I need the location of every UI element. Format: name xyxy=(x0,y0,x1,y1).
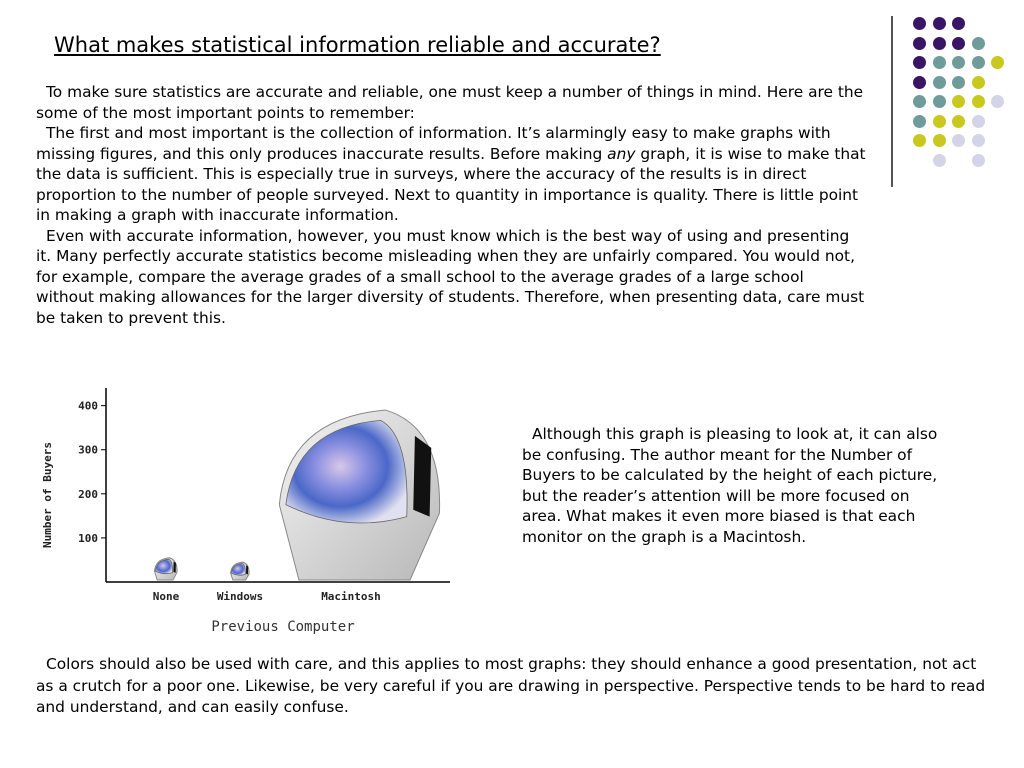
y-tick-label: 200 xyxy=(78,487,98,501)
decorative-dot xyxy=(933,76,946,89)
decorative-dot xyxy=(991,95,1004,108)
category-label-windows: Windows xyxy=(216,590,264,603)
decorative-dot xyxy=(952,95,965,108)
intro-paragraph-3: Even with accurate information, however, you must know which is the best way of using and presenting it. Many perfectly accurate statistics become misleading when they are unfairly compared. You would not, for example, compare the average grades of a small school to the average grades of a large school without making allowances for the larger diversity of students. Therefore, when presenting data, care must be taken to prevent this. xyxy=(36,226,865,327)
decorative-dot xyxy=(913,134,926,147)
decorative-dot xyxy=(913,76,926,89)
decorative-dot xyxy=(933,95,946,108)
decorative-dot xyxy=(952,17,965,30)
bar-windows xyxy=(231,562,249,580)
decorative-dot xyxy=(933,154,946,167)
monitor-side-panel xyxy=(173,561,176,572)
monitor-side-panel xyxy=(246,565,248,574)
slide-title: What makes statistical information reliable and accurate? xyxy=(54,33,661,57)
intro-paragraph-1: To make sure statistics are accurate and reliable, one must keep a number of things in mind. Here are the some of the most important points to remember: xyxy=(36,83,864,122)
decorative-dot xyxy=(952,76,965,89)
decorative-dot xyxy=(972,56,985,69)
chart-commentary xyxy=(522,424,952,547)
y-tick-label: 300 xyxy=(78,443,98,457)
decorative-dot xyxy=(913,115,926,128)
decorative-dot xyxy=(913,95,926,108)
decorative-dot xyxy=(972,95,985,108)
decorative-dot xyxy=(972,76,985,89)
chart-commentary-text: Although this graph is pleasing to look at, it can also be confusing. The author meant for the Number of Buyers to be calculated by the height of each picture, but the reader’s attention will be more focused on area. What makes it even more biased is that each monitor on the graph is a Macintosh. xyxy=(522,425,938,546)
decorative-dot xyxy=(933,115,946,128)
monitor-screen xyxy=(155,559,172,573)
decorative-dot xyxy=(952,134,965,147)
colors-paragraph-text: Colors should also be used with care, and this applies to most graphs: they should enhance a good presentation, not act as a crutch for a poor one. Likewise, be very careful if you are drawing in perspective. Perspective tends to be hard to read and understand, and can easily confuse. xyxy=(36,655,986,716)
decorative-dot xyxy=(991,56,1004,69)
decorative-vertical-rule xyxy=(891,16,893,187)
decorative-dot xyxy=(913,56,926,69)
decorative-dot xyxy=(913,37,926,50)
decorative-dot xyxy=(972,115,985,128)
intro-paragraph-2b: graph, it is wise to make that the data is sufficient. This is especially true in surveys, where the accuracy of the results is in direct proportion to the number of people surveyed. Next to quantity in importance is quality. There is little point in making a graph with inaccurate information. xyxy=(36,144,866,224)
monitor-screen xyxy=(231,563,245,575)
intro-text xyxy=(36,82,866,328)
decorative-dot xyxy=(972,154,985,167)
category-label-macintosh: Macintosh xyxy=(321,590,381,603)
y-tick-label: 100 xyxy=(78,531,98,545)
decorative-dot xyxy=(933,17,946,30)
decorative-dot xyxy=(952,56,965,69)
intro-paragraph-2a: The first and most important is the collection of information. It’s alarmingly easy to make graphs with missing figures, and this only produces inaccurate results. Before making xyxy=(36,124,831,163)
y-axis-label: Number of Buyers xyxy=(41,442,54,548)
decorative-dot xyxy=(972,134,985,147)
decorative-dot xyxy=(913,17,926,30)
decorative-dot xyxy=(952,37,965,50)
bar-none xyxy=(154,558,177,580)
x-axis-label: Previous Computer xyxy=(211,619,355,635)
monitor-side-panel xyxy=(413,436,431,517)
decorative-dot xyxy=(972,37,985,50)
emphasis-any: any xyxy=(607,144,636,163)
y-tick-label: 400 xyxy=(78,399,98,413)
decorative-dot xyxy=(933,56,946,69)
colors-paragraph xyxy=(36,654,996,719)
pictograph-chart xyxy=(36,384,476,640)
category-label-none: None xyxy=(152,590,180,603)
decorative-dot xyxy=(933,134,946,147)
decorative-dot xyxy=(933,37,946,50)
decorative-dot xyxy=(952,115,965,128)
monitor-screen xyxy=(286,420,407,523)
bar-macintosh xyxy=(279,410,439,580)
